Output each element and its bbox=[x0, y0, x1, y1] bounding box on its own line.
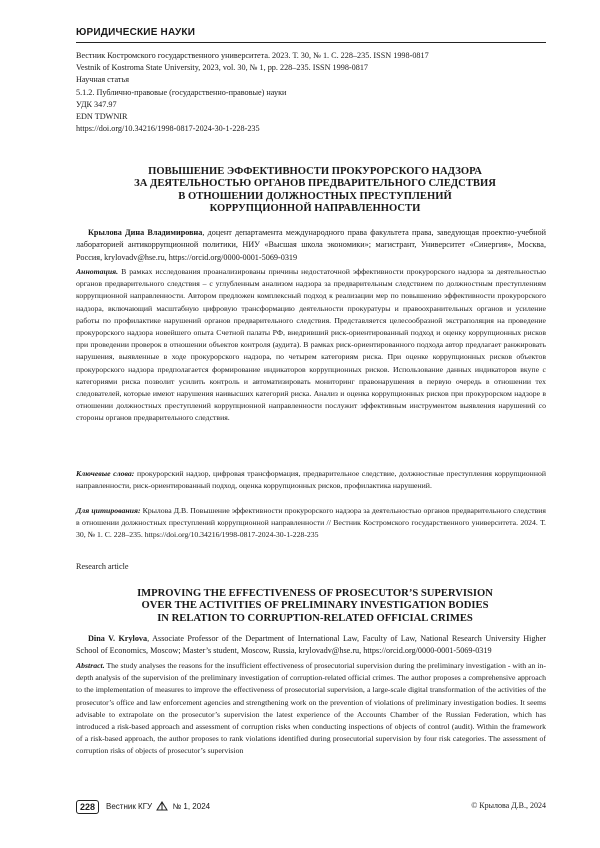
citation-ru: Вестник Костромского государственного университета. 2023. Т. 30, № 1. С. 228–235. ISSN 1998-0817 bbox=[76, 51, 429, 60]
abstract-text-en: The study analyses the reasons for the insufficient effectiveness of prosecutorial supervision during the preliminary investigation - with an in-depth analysis of the supervision of the preliminary investigation of corruption-related official crimes. The author proposes a comprehensive approach to the implementation of measures to improve the effectiveness of prosecutorial supervision, a large-scale digital transformation of the activities of the prosecutor’s office and law enforcement agencies and strengthening work on the prevention of violations of preliminary investigation bodies. It seems advisable to extrapolate on the prosecutor’s supervision the latest experience of the Accounts Chamber of the Russian Federation, which has introduced a risk-based approach and assessment of corruption risks when conducting inspections of objects of control (audit). Within the framework of a risk-based approach, the author proposes to rank violations identified during prosecutorial supervision by four risk categories. The assessment of corruption risks of objects of prosecutor’s supervision bbox=[76, 661, 546, 756]
author-name-en: Dina V. Krylova bbox=[88, 634, 148, 643]
page-footer bbox=[76, 800, 546, 814]
abstract-label-en: Abstract. bbox=[76, 661, 105, 670]
page-number: 228 bbox=[76, 800, 99, 814]
header-rule bbox=[76, 42, 546, 43]
article-metadata bbox=[76, 50, 546, 135]
copyright-notice: © Крылова Д.В., 2024 bbox=[471, 801, 546, 810]
journal-name: Вестник КГУ № 1, 2024 bbox=[106, 802, 211, 811]
article-type: Научная статья bbox=[76, 75, 129, 85]
section-header: ЮРИДИЧЕСКИЕ НАУКИ bbox=[76, 27, 196, 38]
journal-logo-icon bbox=[156, 801, 168, 811]
edn-code: EDN TDWNIR bbox=[76, 112, 128, 122]
title-en: IMPROVING THE EFFECTIVENESS OF PROSECUTOR’S SUPERVISION OVER THE ACTIVITIES OF PRELIMINARY INVESTIGATION BODIES IN RELATION TO CORRUPTION-RELATED OFFICIAL CRIMES bbox=[137, 588, 493, 624]
doi-link[interactable]: https://doi.org/10.34216/1998-0817-2024-30-1-228-235 bbox=[76, 124, 260, 134]
udc-code: УДК 347.97 bbox=[76, 99, 117, 109]
abstract-label-ru: Аннотация. bbox=[76, 267, 119, 276]
abstract-ru bbox=[76, 266, 546, 425]
abstract-en bbox=[76, 660, 546, 758]
keywords-label-ru: Ключевые слова: bbox=[76, 469, 135, 478]
keywords-ru bbox=[76, 468, 546, 492]
author-ru bbox=[76, 227, 546, 264]
citation-en: Vestnik of Kostroma State University, 2023, vol. 30, № 1, pp. 228–235. ISSN 1998-0817 bbox=[76, 63, 369, 73]
author-info-en: , Associate Professor of the Department of International Law, Faculty of Law, National Research University Higher School of Economics, Moscow; Master’s student, Moscow, Russia, krylovadv@hse.ru, https://orcid.org/0000-0001-5069-0319 bbox=[76, 634, 546, 656]
abstract-text-ru: В рамках исследования проанализированы причины недостаточной эффективности прокурорского надзора за деятельностью органов предварительного следствия – с углубленным анализом надзора за предварительным следствием по должностным преступлениям коррупционной направленности. Автором предложен комплексный подход к реализации мер по повышению эффективности прокурорского надзора, включающий масштабную цифровую трансформацию деятельности прокуратуры и правоохранительных органов и усиление работы по профилактике нарушений органов предварительного следствия. Представляется целесообразной экстраполяция на проведение прокурорского надзора новейшего опыта Счетной палаты РФ, внедривший риск-ориентированный подход и оценку коррупционных рисков при проведении проверок в отношении объектов контроля (аудита). В рамках риск-ориентированного подхода автор предлагает ранжировать нарушения, выявленные в ходе прокурорского надзора, по четырем категориям риска. При оценке коррупционных рисков объектов прокурорского надзора предполагается формирование индикаторов коррупционных рисков. Использование данных индикаторов вкупе с категориями риска позволит усилить контроль и автоматизировать мониторинг правонарушения в первую очередь в отношении тех следователей, которые имеют нарушения наивысших категорий риска. Анализ и оценка коррупционных рисков при прокурорском надзоре в отношении должностных преступлений коррупционной направленности послужит эффективным инструментом выявления нарушений со стороны органов предварительного следствия. bbox=[76, 267, 546, 423]
author-en bbox=[76, 633, 546, 658]
keywords-text-ru: прокурорский надзор, цифровая трансформация, предварительное следствие, должностные преступления коррупционной направленности, риск-ориентированный подход, оценка коррупционных рисков, профилактика нарушений. bbox=[76, 469, 547, 491]
cite-text-ru: Крылова Д.В. Повышение эффективности прокурорского надзора за деятельностью органов предварительного следствия в отношении должностных преступлений коррупционной направленности // Вестник Костромского государственного университета. 2024. Т. 30, № 1. С. 228–235. https://doi.org/10.34216/1998-0817-2024-30-1-228-235 bbox=[76, 506, 546, 540]
author-info-ru: , доцент департамента международного права факультета права, заведующая проектно-учебной лабораторией антикоррупционной политики, НИУ «Высшая школа экономики»; магистрант, Университет «Синергия», Москва, Россия, krylovadv@hse.ru, https://orcid.org/0000-0001-5069-0319 bbox=[76, 228, 546, 262]
specialty-code: 5.1.2. Публично-правовые (государственно-правовые) науки bbox=[76, 87, 287, 97]
title-ru: ПОВЫШЕНИЕ ЭФФЕКТИВНОСТИ ПРОКУРОРСКОГО НАДЗОРА ЗА ДЕЯТЕЛЬНОСТЬЮ ОРГАНОВ ПРЕДВАРИТЕЛЬНОГО СЛЕДСТВИЯ В ОТНОШЕНИИ ДОЛЖНОСТНЫХ ПРЕСТУПЛЕНИЙ КОРРУПЦИОННОЙ НАПРАВЛЕННОСТИ bbox=[134, 166, 496, 215]
citation-block-ru bbox=[76, 505, 546, 542]
cite-label-ru: Для цитирования: bbox=[76, 506, 141, 515]
author-name-ru: Крылова Дина Владимировна bbox=[88, 228, 203, 237]
research-article-label: Research article bbox=[76, 562, 129, 571]
